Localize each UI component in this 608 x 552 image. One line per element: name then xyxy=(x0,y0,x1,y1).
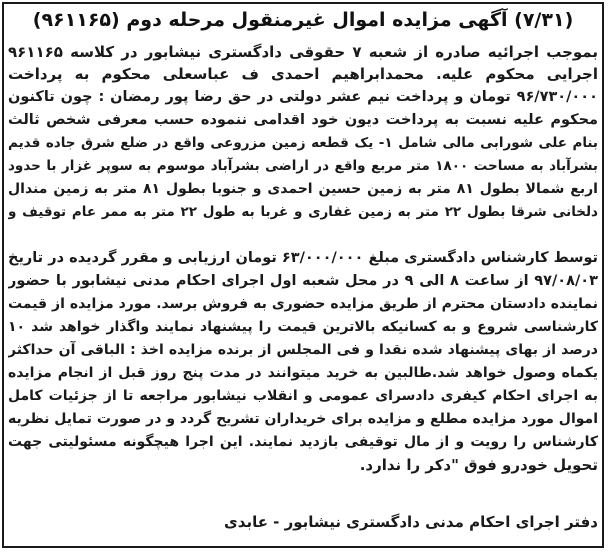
paragraph1-line: بشرآباد به مساحت ۱۸۰۰ متر مربع واقع در اراضی بشرآباد موسوم به سوپر غزار با حدود xyxy=(8,158,598,174)
paragraph2-line: کارشناسی شروع و به کسانیکه بالاترین قیمت را پیشنهاد نمایند واگذار خواهد شد ۱۰ xyxy=(8,319,598,335)
notice-title: (۷/۳۱) آگهی مزایده اموال غیرمنقول مرحله دوم (۹۶۱۱۶۵) xyxy=(32,9,574,31)
paragraph2-line: اموال مورد مزایده مطلع و مزایده برای خریداران تشریح گردد و در صورت تمایل نظریه xyxy=(8,411,598,427)
paragraph2-line: توسط کارشناس دادگستری مبلغ ۶۳/۰۰۰/۰۰۰ تومان ارزیابی و مقرر گردیده در تاریخ xyxy=(8,250,598,266)
paragraph2-line: کارشناس را رویت و از مال توقیفی بازدید نمایند. این اجرا هیچگونه مسئولیتی جهت xyxy=(8,434,598,450)
paragraph1-line: بنام علی شورابی مالی شامل ۱- یک قطعه زمین مزروعی واقع در ضلع شرق جاده قدیم xyxy=(8,135,598,151)
paragraph1-line: اجرایی محکوم علیه. محمدابراهیم احمدی ف عباسعلی محکوم به پرداخت xyxy=(8,65,598,83)
paragraph1-line: دلخانی شرقا بطول ۲۲ متر به زمین غفاری و غربا به طول ۲۲ متر به ممر عام توقیف و xyxy=(8,204,598,220)
paragraph2-line: تحویل خودرو فوق "دکر را ندارد. xyxy=(359,456,598,474)
paragraph1-line: اربع شمالا بطول ۸۱ متر به زمین حسین احمدی و جنوبا بطول ۸۱ متر به زمین مندال xyxy=(8,181,598,197)
paragraph1-line: ۹۶/۷۳۰/۰۰۰ تومان و پرداخت نیم عشر دولتی در حق رضا پور رمضان : چون تاکنون xyxy=(8,89,598,105)
paragraph1-line: بموجب اجرائیه صادره از شعبه ۷ حقوقی دادگستری نیشابور در کلاسه ۹۶۱۱۶۵ xyxy=(8,43,598,61)
paragraph2-line: به اجرای احکام کیفری دادسرای عمومی و انقلاب نیشابور مراجعه تا از جزئیات کامل xyxy=(8,388,598,404)
paragraph2-line: ۹۷/۰۸/۰۳ از ساعت ۸ الی ۹ در محل شعبه اول اجرای احکام مدنی نیشابور با حضور xyxy=(8,273,598,289)
paragraph2-line: یکماه وصول خواهد شد.طالبین به خرید میتوانند در مدت پنج روز قبل از انجام مزایده xyxy=(8,365,598,381)
paragraph2-line: نماینده دادستان محترم از طریق مزایده حضوری به فروش برسد. مورد مزایده از قیمت xyxy=(8,296,598,312)
paragraph2-line: درصد از بهای پیشنهاد شده نقدا و فی المجلس از برنده مزایده اخذ : الباقی آن حداکثر xyxy=(8,342,598,358)
paragraph1-line: محکوم علیه نسبت به پرداخت دیون خود اقدامی ننموده حسب معرفی شخص ثالث xyxy=(8,112,598,128)
notice-signature: دفتر اجرای احکام مدنی دادگستری نیشابور - عابدی xyxy=(224,513,598,531)
